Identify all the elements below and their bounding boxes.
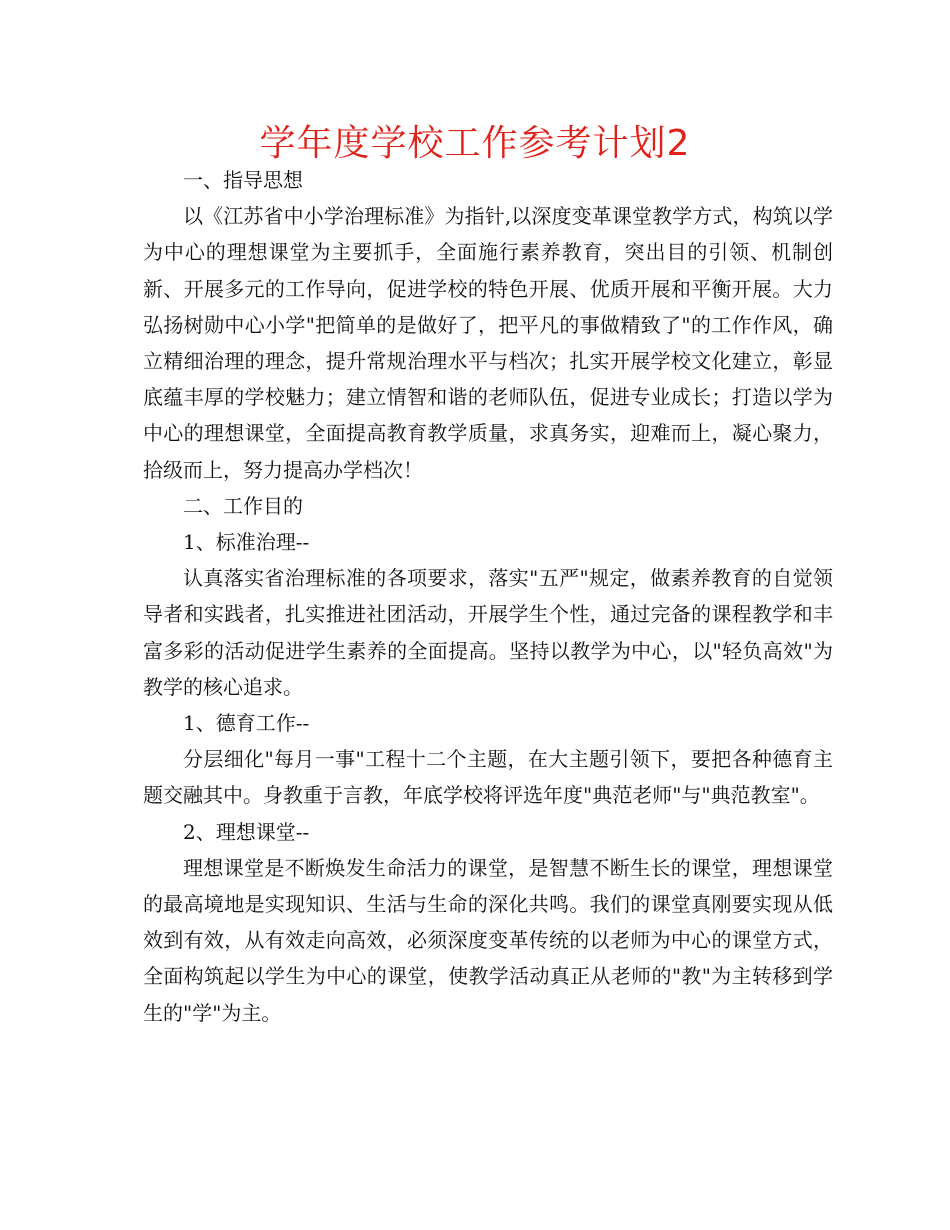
- document-body: [143, 162, 833, 1031]
- paragraph-ideal-classroom: 理想课堂是不断焕发生命活力的课堂，是智慧不断生长的课堂，理想课堂的最高境地是实现知识、生活与生命的深化共鸣。我们的课堂真刚要实现从低效到有效，从有效走向高效，必须深度变革传统的以老师为中心的课堂方式，全面构筑起以学生为中心的课堂，使教学活动真正从老师的"教"为主转移到学生的"学"为主。: [143, 855, 833, 1025]
- paragraph-guiding-thought: 以《江苏省中小学治理标准》为指针,以深度变革课堂教学方式，构筑以学为中心的理想课堂为主要抓手，全面施行素养教育，突出目的引领、机制创新、开展多元的工作导向，促进学校的特色开展、优质开展和平衡开展。大力弘扬树勋中心小学"把简单的是做好了，把平凡的事做精致了"的工作作风，确立精细治理的理念，提升常规治理水平与档次；扎实开展学校文化建立，彰显底蕴丰厚的学校魅力；建立情智和谐的老师队伍，促进专业成长；打造以学为中心的理想课堂，全面提高教育教学质量，求真务实，迎难而上，凝心聚力，拾级而上，努力提高办学档次！: [143, 204, 833, 482]
- paragraph-standard-management: 认真落实省治理标准的各项要求，落实"五严"规定，做素养教育的自觉领导者和实践者，扎实推进社团活动，开展学生个性，通过完备的课程教学和丰富多彩的活动促进学生素养的全面提高。坚持以教学为中心，以"轻负高效"为教学的核心追求。: [143, 566, 833, 699]
- section-heading-work-goals: 二、工作目的: [183, 493, 303, 518]
- document-title: 学年度学校工作参考计划2: [259, 123, 691, 164]
- subheading-ideal-classroom: 2、理想课堂--: [183, 819, 310, 844]
- paragraph-moral-education: 分层细化"每月一事"工程十二个主题，在大主题引领下，要把各种德育主题交融其中。身教重于言教，年底学校将评选年度"典范老师"与"典范教室"。: [143, 747, 833, 808]
- subheading-moral-education: 1、德育工作--: [183, 711, 310, 736]
- section-heading-guiding-thought: 一、指导思想: [183, 168, 303, 192]
- subheading-standard-management: 1、标准治理--: [183, 530, 310, 555]
